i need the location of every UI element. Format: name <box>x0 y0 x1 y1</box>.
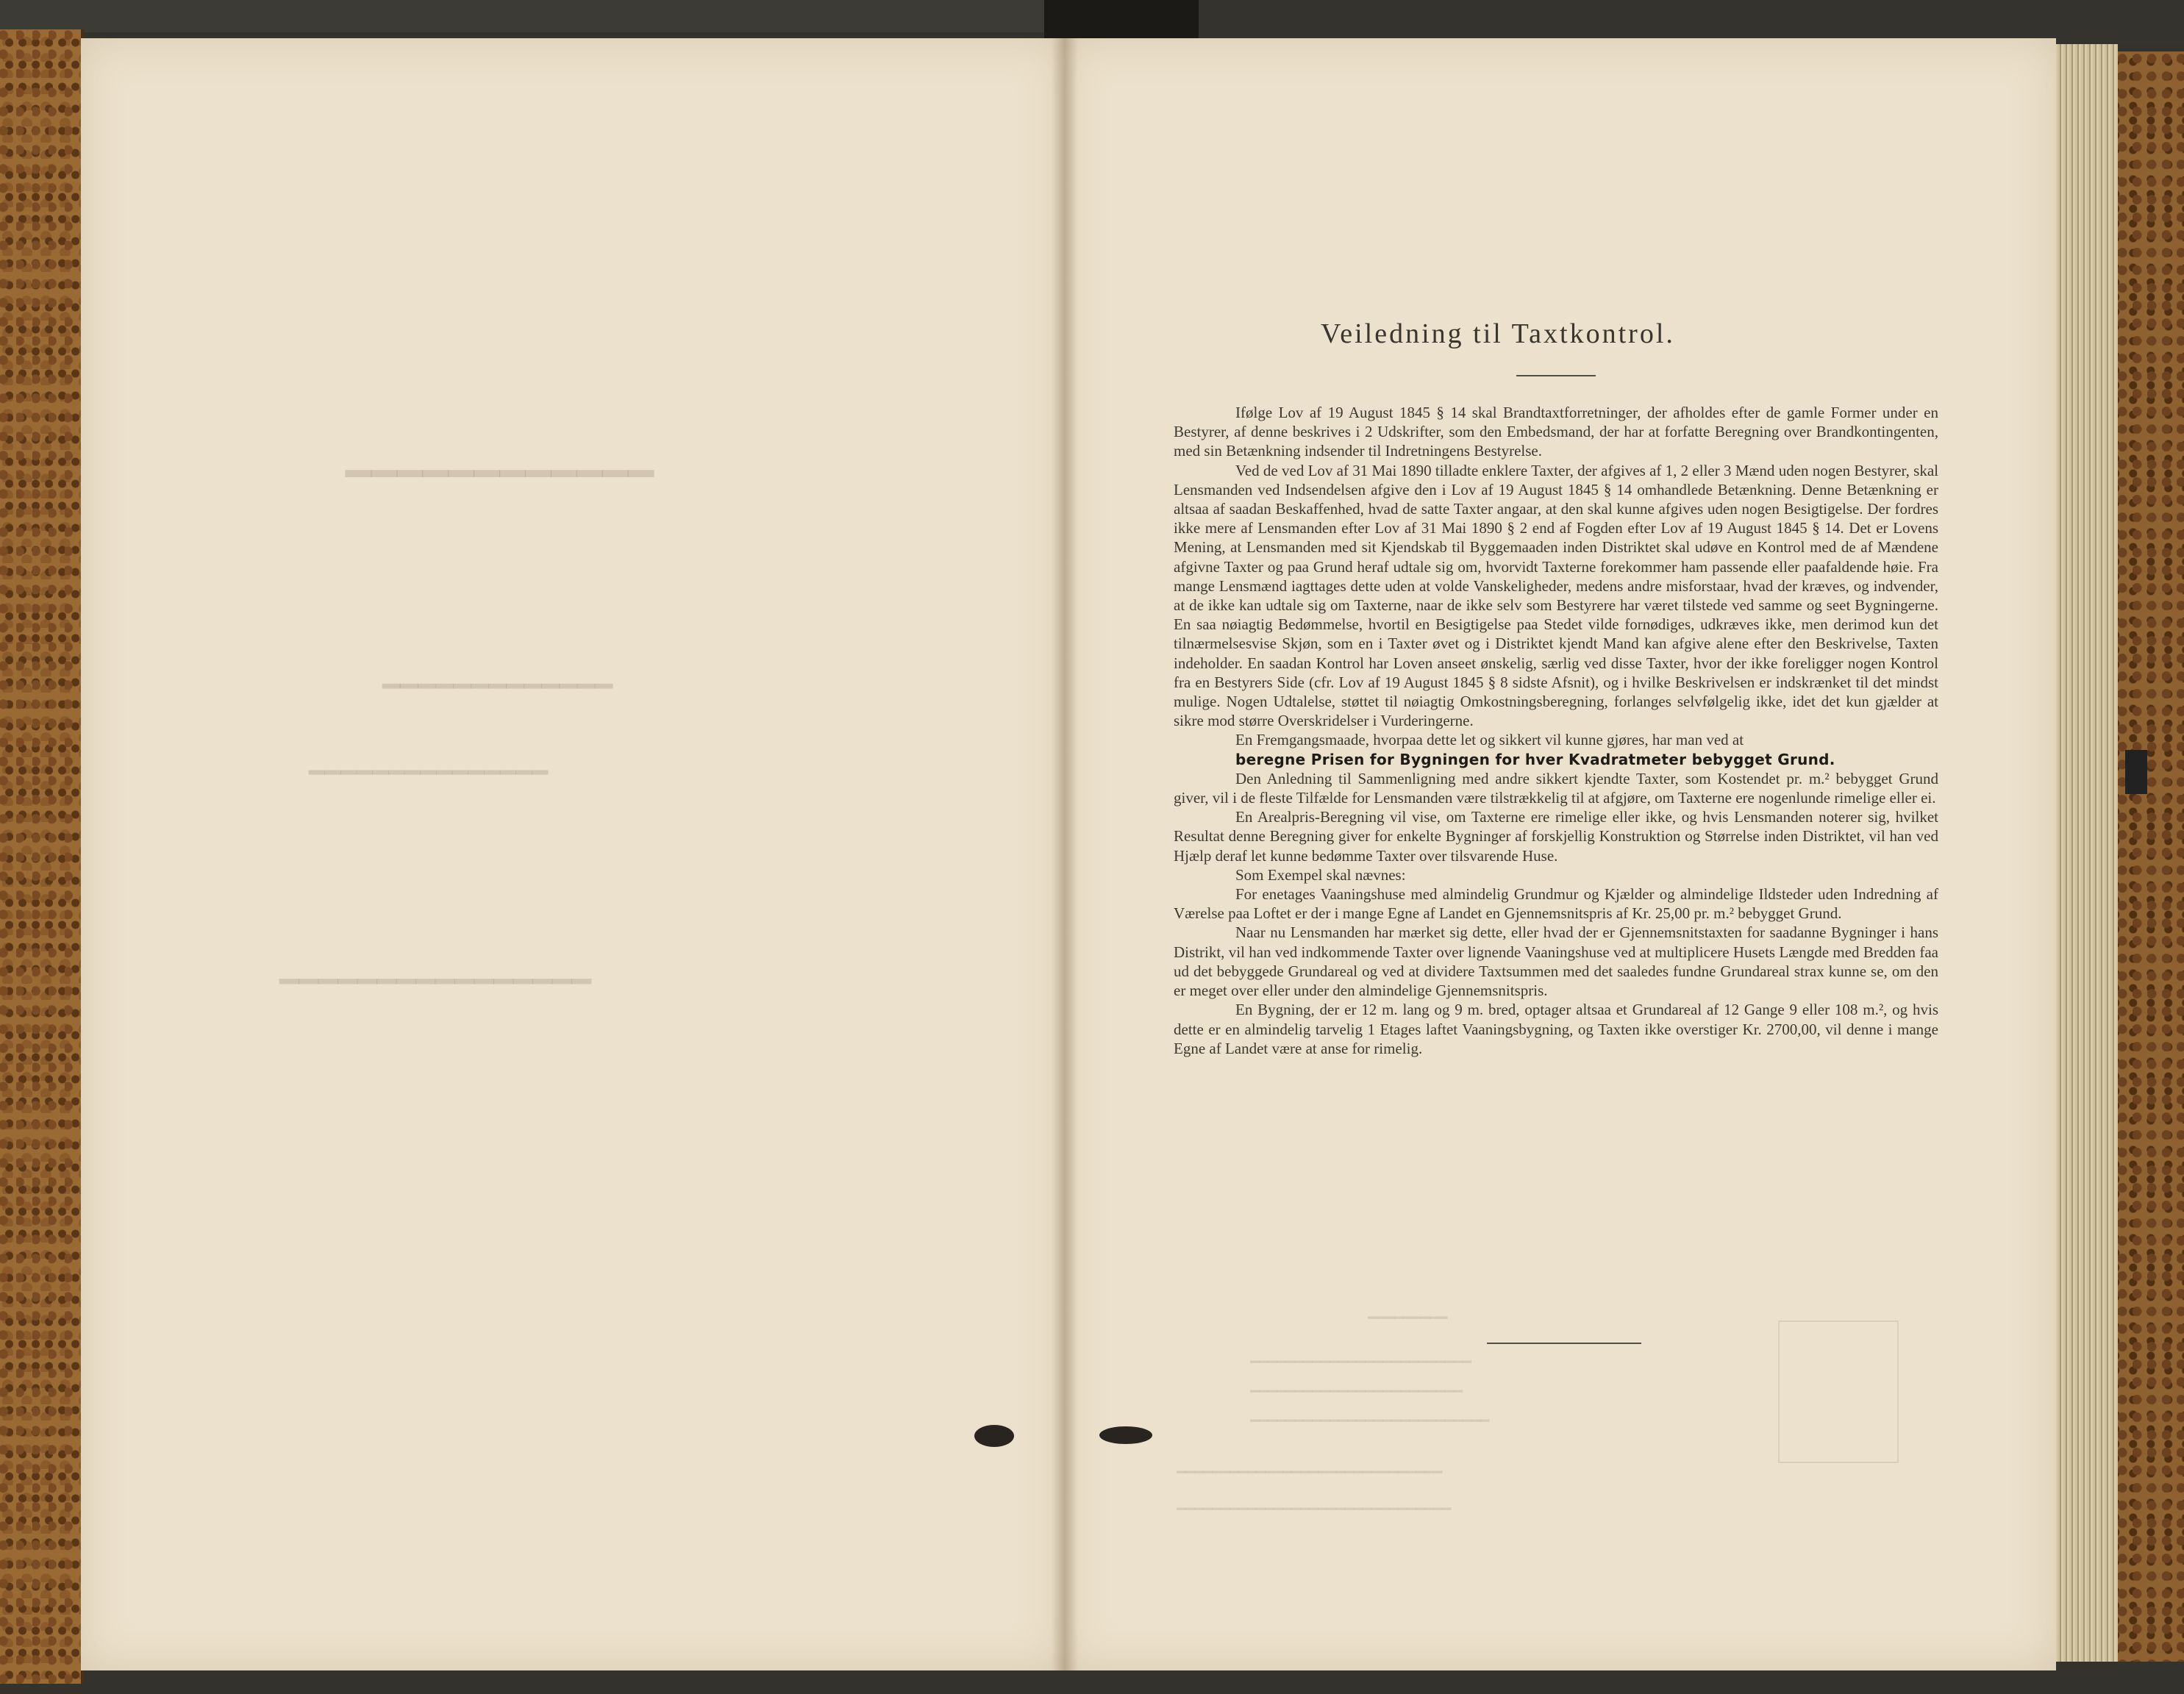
title-rule <box>1516 375 1596 376</box>
cover-top-edge-right <box>1066 0 2184 44</box>
paragraph: Ifølge Lov af 19 August 1845 § 14 skal Brandtaxtforretninger, der afholdes efter de gamle Former under en Bestyrer, af denne beskrives i 2 Udskrifter, som den Embedsmand, der har at forfatte Beregning over Brandkontingenten, med sin Betænkning indsender til Indretningens Bestyrelse. <box>1174 404 1938 460</box>
show-through-text: ━━━━━━━━━━━━ <box>346 450 654 498</box>
show-through-text: ━━━━━━━━━━━━━━━━ <box>279 964 591 1000</box>
paragraph: Som Exempel skal nævnes: <box>1235 865 1406 884</box>
emphasized-line: beregne Prisen for Bygningen for hver Kvadratmeter bebygget Grund. <box>1235 750 1835 768</box>
tab-marker <box>2125 750 2147 794</box>
bleed-through: ━━━━━━━━━ <box>1368 1310 1448 1326</box>
bleed-through: ━━━━━━━━━━━━━━━━━━━━━━━━━━━ <box>1250 1413 1490 1429</box>
left-page <box>81 38 1063 1670</box>
bleed-through: ━━━━━━━━━━━━━━━━━━━━━━━━━ <box>1250 1354 1472 1370</box>
punch-hole <box>1099 1426 1152 1444</box>
document-body <box>1174 403 1938 1058</box>
cover-top-edge <box>0 0 1066 32</box>
bleed-through: ━━━━━━━━━━━━━━━━━━━━━━━━━━━━━━ <box>1177 1465 1443 1481</box>
paragraph: For enetages Vaaningshuse med almindelig Grundmur og Kjælder og almindelige Ildsteder uden Indredning af Værelse paa Loftet er der i mange Egne af Landet en Gjennemsnitspris af Kr. 25,00 pr. m.² bebygget Grund. <box>1174 885 1938 923</box>
show-through-text: ━━━━━━━━━━━━━ <box>382 670 613 703</box>
show-through-text: ━━━━━━━━━━━━━━━ <box>309 758 549 787</box>
paragraph: Den Anledning til Sammenligning med andre sikkert kjendte Taxter, som Kostendet pr. m.² bebygget Grund giver, vil i de fleste Tilfælde for Lensmanden være tilstrækkelig til at afgjøre, om Taxterne ere nogenlunde rimelige eller ei. <box>1174 769 1938 807</box>
page-stack-edge <box>2052 44 2118 1662</box>
book-gutter <box>1052 38 1078 1670</box>
paragraph: En Arealpris-Beregning vil vise, om Taxterne ere rimelige eller ikke, og hvis Lensmanden noterer sig, hvilket Resultat denne Beregning giver for enkelte Bygninger af forskjellig Konstruktion og Størrelse inden Distriktet, vil han ved Hjælp deraf let kunne bedømme Taxter over tilsvarende Huse. <box>1174 808 1938 865</box>
bleed-through: ━━━━━━━━━━━━━━━━━━━━━━━━━━━━━━━ <box>1177 1501 1452 1518</box>
punch-hole <box>974 1425 1014 1447</box>
paragraph: Ved de ved Lov af 31 Mai 1890 tilladte enklere Taxter, der afgives af 1, 2 eller 3 Mænd uden nogen Bestyrer, skal Lensmanden ved Indsendelsen afgive den i Lov af 19 August 1845 § 14 omhandlede Betænkning. Denne Betænkning er altsaa af saadan Beskaffenhed, hvad de satte Taxter angaar, at den skal kunne afgives uden nogen Besigtigelse. Der fordres ikke mere af Lensmanden efter Lov af 31 Mai 1890 § 2 end af Fogden efter Lov af 19 August 1845 § 14. Det er Lovens Mening, at Lensmanden med sit Kjendskab til Byggemaaden inden Distriktet skal udøve en Kontrol med de af Mændene afgivne Taxter og paa Grund heraf udtale sig om, hvorvidt Taxterne forekommer ham passende eller paafaldende høie. Fra mange Lensmænd iagttages dette uden at volde Vanskeligheder, medens andre misforstaar, hvad der kræves, og indvender, at de ikke kan udtale sig om Taxterne, naar de ikke selv som Bestyrere har været tilstede ved samme og seet Bygningerne. En saa nøiagtig Bedømmelse, hvortil en Besigtigelse paa Stedet vilde fornødiges, udkræves ikke, men derimod kun det tilnærmelsesvise Skjøn, som en i Taxter øvet og i Distriktet kjendt Mand kan afgive alene efter den Beskrivelse, Taxten indeholder. En saadan Kontrol har Loven anseet ønskelig, særlig ved disse Taxter, hvor der ikke foreligger nogen Kontrol fra en Bestyrers Side (cfr. Lov af 19 August 1845 § 8 sidste Afsnit), og i hvilke Beskrivelsen er indskrænket til det mindst mulige. Nogen Udtalelse, støttet til nøiagtig Omkostningsberegning, forlanges selvfølgelig ikke, idet det kun gjælder at sikre mod større Overskridelser i Vurderingerne. <box>1174 461 1938 730</box>
marbled-cover-left <box>0 29 84 1684</box>
paragraph: Naar nu Lensmanden har mærket sig dette, eller hvad der er Gjennemsnitstaxten for saadanne Bygninger i hans Distrikt, vil han ved indkommende Taxter over lignende Vaaningshuse ved at multiplicere Husets Længde med Bredden faa ud det bebyggede Grundareal og ved at dividere Taxtsummen med det saaledes fundne Grundareal strax kunne se, om den er meget over eller under den almindelige Gjennemsnitspris. <box>1174 923 1938 1000</box>
document-title: Veiledning til Taxtkontrol. <box>1321 318 1675 349</box>
bleed-through-box <box>1778 1320 1899 1463</box>
paragraph: En Bygning, der er 12 m. lang og 9 m. bred, optager altsaa et Grundareal af 12 Gange 9 eller 108 m.², og hvis dette er en almindelig tarvelig 1 Etages laftet Vaaningsbygning, og Taxten ikke overstiger Kr. 2700,00, vil denne i mange Egne af Landet være at anse for rimelig. <box>1174 1001 1938 1057</box>
bleed-through: ━━━━━━━━━━━━━━━━━━━━━━━━ <box>1250 1384 1463 1400</box>
paragraph: En Fremgangsmaade, hvorpaa dette let og sikkert vil kunne gjøres, har man ved at <box>1235 731 1744 749</box>
closing-rule <box>1487 1343 1641 1344</box>
